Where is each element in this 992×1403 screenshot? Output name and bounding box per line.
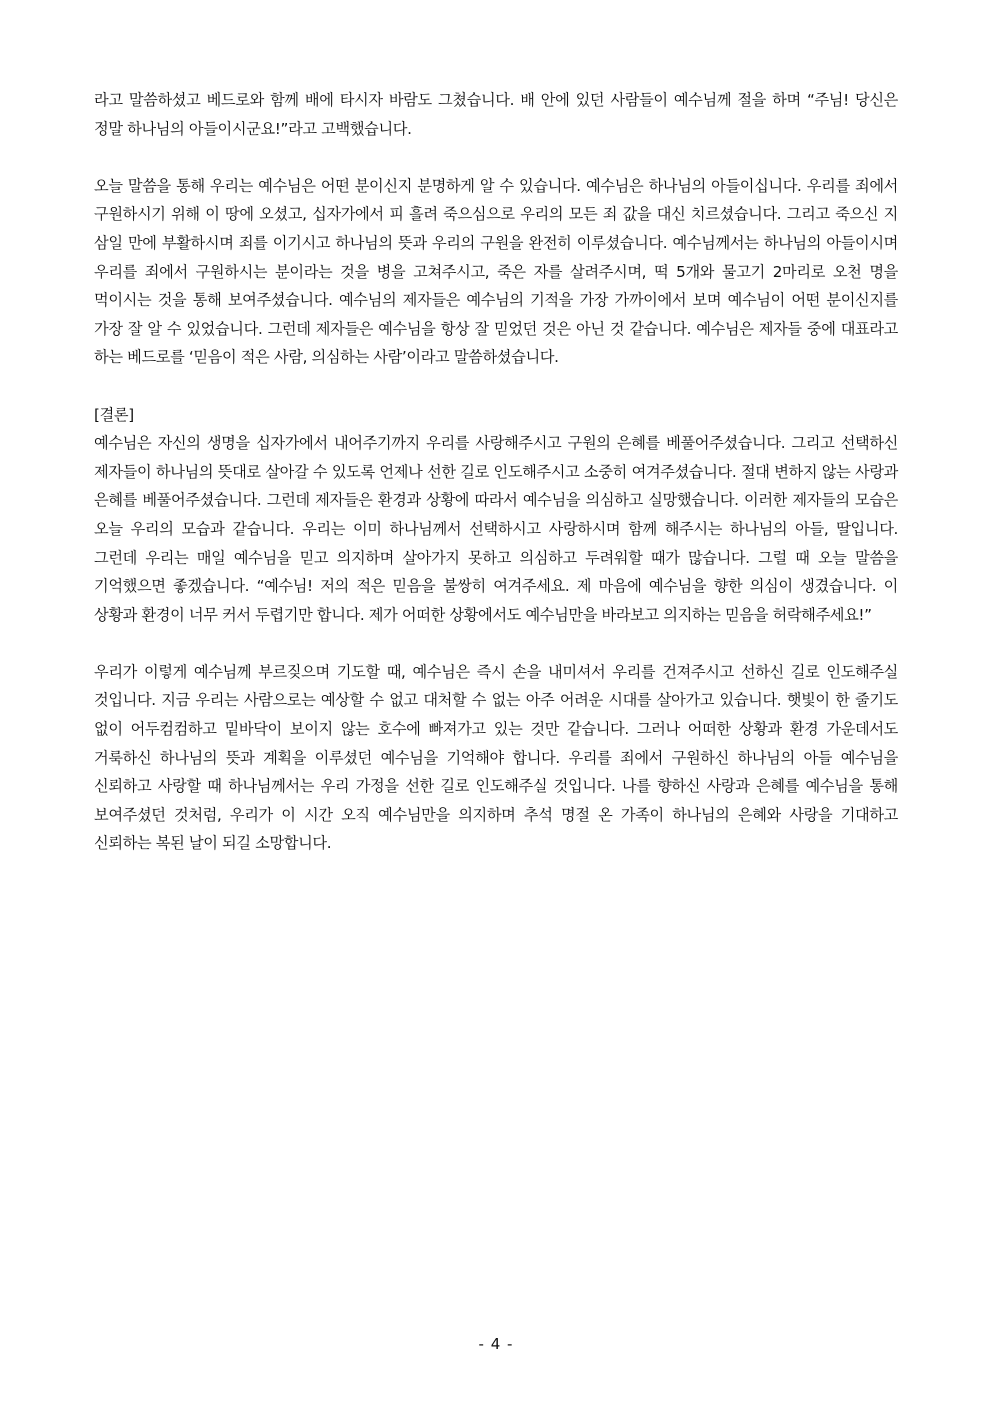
document-body	[94, 86, 898, 858]
paragraph-gap	[94, 143, 898, 172]
conclusion-heading: [결론]	[94, 405, 134, 424]
paragraph-4: 우리가 이렇게 예수님께 부르짖으며 기도할 때, 예수님은 즉시 손을 내미셔서 우리를 건져주시고 선하신 길로 인도해주실 것입니다. 지금 우리는 사람으로는 예상할 수 없고 대처할 수 없는 아주 어려운 시대를 살아가고 있습니다. 햇빛이 한 줄기도 없이 어두컴컴하고 밑바닥이 보이지 않는 호수에 빠져가고 있는 것만 같습니다. 그러나 어떠한 상황과 환경 가운데서도 거룩하신 하나님의 뜻과 계획을 이루셨던 예수님을 기억해야 합니다. 우리를 죄에서 구원하신 하나님의 아들 예수님을 신뢰하고 사랑할 때 하나님께서는 우리 가정을 선한 길로 인도해주실 것입니다. 나를 향하신 사랑과 은혜를 예수님을 통해 보여주셨던 것처럼, 우리가 이 시간 오직 예수님만을 의지하며 추석 명절 온 가족이 하나님의 은혜와 사랑을 기대하고 신뢰하는 복된 날이 되길 소망합니다.	[94, 662, 898, 853]
paragraph-3: 예수님은 자신의 생명을 십자가에서 내어주기까지 우리를 사랑해주시고 구원의 은혜를 베풀어주셨습니다. 그리고 선택하신 제자들이 하나님의 뜻대로 살아갈 수 있도록 언제나 선한 길로 인도해주시고 소중히 여겨주셨습니다. 절대 변하지 않는 사랑과 은혜를 베풀어주셨습니다. 그런데 제자들은 환경과 상황에 따라서 예수님을 의심하고 실망했습니다. 이러한 제자들의 모습은 오늘 우리의 모습과 같습니다. 우리는 이미 하나님께서 선택하시고 사랑하시며 함께 해주시는 하나님의 아들, 딸입니다. 그런데 우리는 매일 예수님을 믿고 의지하며 살아가지 못하고 의심하고 두려워할 때가 많습니다. 그럴 때 오늘 말씀을 기억했으면 좋겠습니다. “예수님! 저의 적은 믿음을 불쌍히 여겨주세요. 제 마음에 예수님을 향한 의심이 생겼습니다. 이 상황과 환경이 너무 커서 두렵기만 합니다. 제가 어떠한 상황에서도 예수님만을 바라보고 의지하는 믿음을 허락해주세요!”	[94, 434, 898, 624]
paragraph-gap	[94, 372, 898, 401]
paragraph-2: 오늘 말씀을 통해 우리는 예수님은 어떤 분이신지 분명하게 알 수 있습니다. 예수님은 하나님의 아들이십니다. 우리를 죄에서 구원하시기 위해 이 땅에 오셨고, 십자가에서 피 흘려 죽으심으로 우리의 모든 죄 값을 대신 치르셨습니다. 그리고 죽으신 지 삼일 만에 부활하시며 죄를 이기시고 하나님의 뜻과 우리의 구원을 완전히 이루셨습니다. 예수님께서는 하나님의 아들이시며 우리를 죄에서 구원하시는 분이라는 것을 병을 고쳐주시고, 죽은 자를 살려주시며, 떡 5개와 물고기 2마리로 오천 명을 먹이시는 것을 통해 보여주셨습니다. 예수님의 제자들은 예수님의 기적을 가장 가까이에서 보며 예수님이 어떤 분이신지를 가장 잘 알 수 있었습니다. 그런데 제자들은 예수님을 항상 잘 믿었던 것은 아닌 것 같습니다. 예수님은 제자들 중에 대표라고 하는 베드로를 ‘믿음이 적은 사람, 의심하는 사람’이라고 말씀하셨습니다.	[94, 176, 898, 367]
paragraph-gap	[94, 629, 898, 658]
paragraph-1: 라고 말씀하셨고 베드로와 함께 배에 타시자 바람도 그쳤습니다. 배 안에 있던 사람들이 예수님께 절을 하며 “주님! 당신은 정말 하나님의 아들이시군요!”라고 고백했습니다.	[94, 91, 898, 138]
page-number: - 4 -	[478, 1335, 514, 1353]
